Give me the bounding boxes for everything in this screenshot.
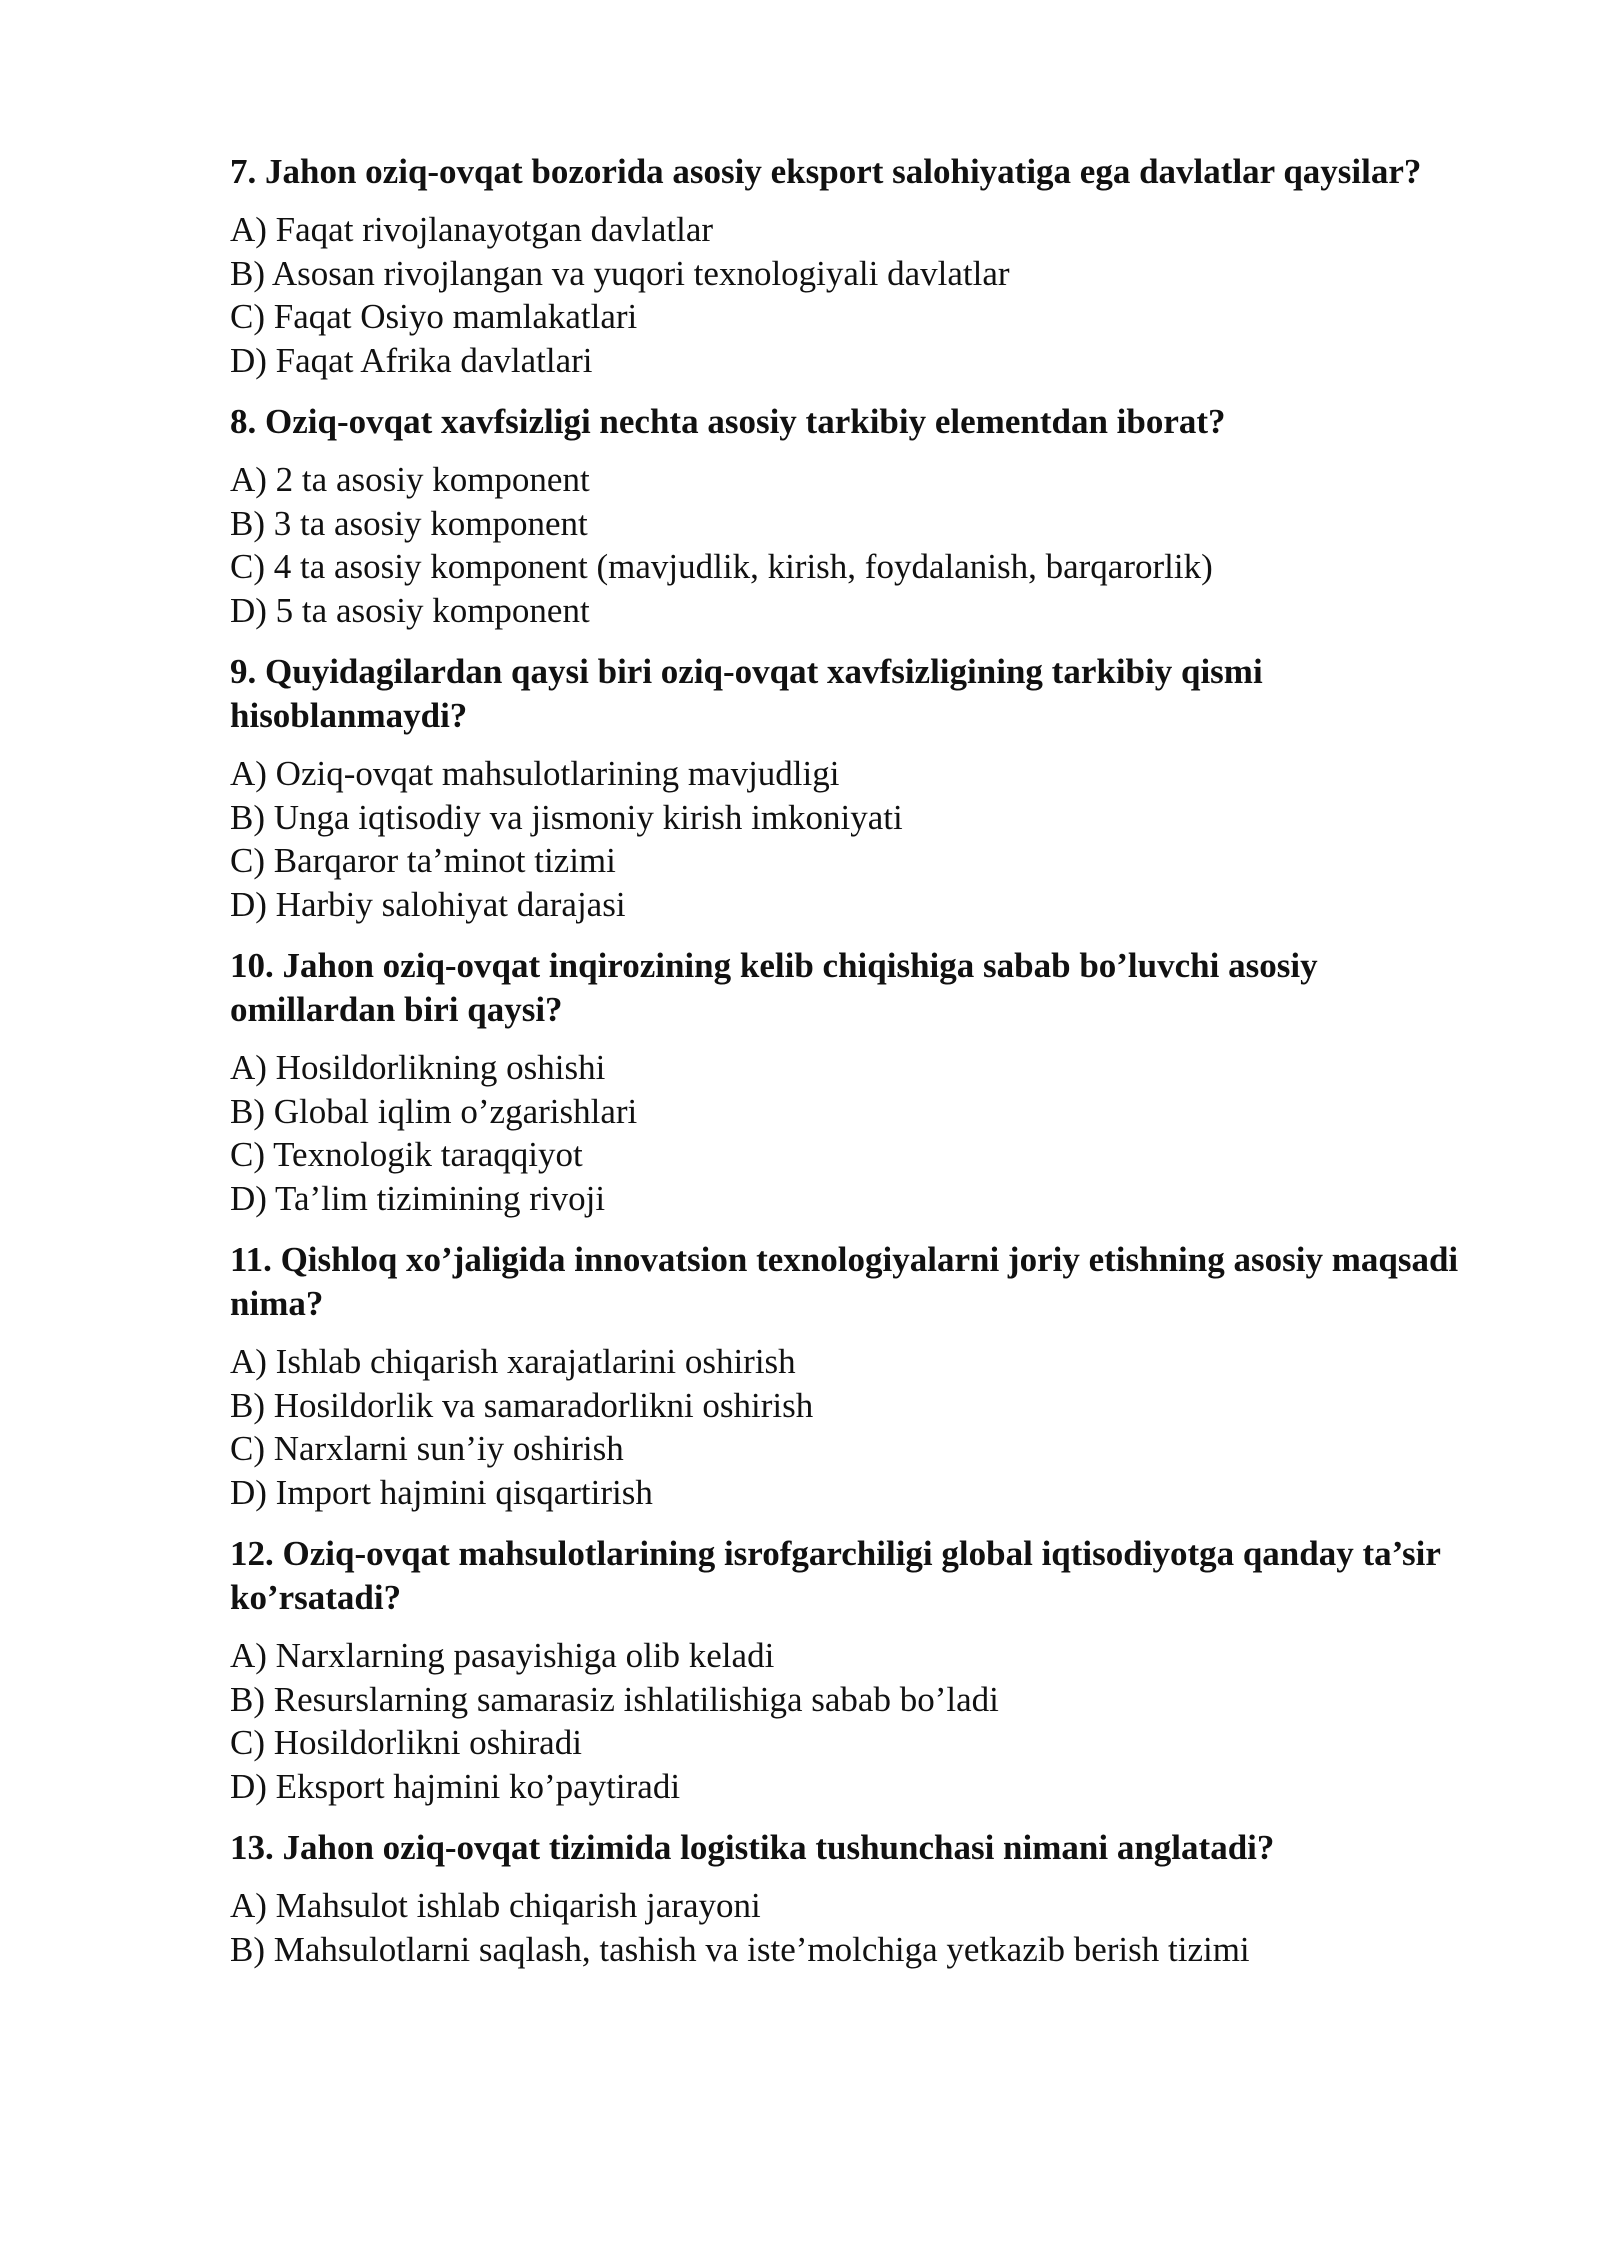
question-11	[230, 1238, 1460, 1514]
answer-option-a: A) Ishlab chiqarish xarajatlarini oshirish	[230, 1342, 796, 1381]
answer-option-b: B) Asosan rivojlangan va yuqori texnologiyali davlatlar	[230, 253, 1010, 293]
answer-option-c: C) Hosildorlikni oshiradi	[230, 1723, 582, 1762]
answer-option-c: C) Narxlarni sun’iy oshirish	[230, 1429, 624, 1468]
answer-option-c: C) Barqaror ta’minot tizimi	[230, 841, 616, 880]
answer-option-c: C) Texnologik taraqqiyot	[230, 1135, 583, 1174]
question-8	[230, 400, 1460, 632]
answer-option-c: C) 4 ta asosiy komponent (mavjudlik, kirish, foydalanish, barqarorlik)	[230, 547, 1213, 586]
answer-option-b: B) Unga iqtisodiy va jismoniy kirish imkoniyati	[230, 797, 903, 837]
answer-option-d: D) Eksport hajmini ko’paytiradi	[230, 1766, 681, 1806]
answer-option-a: A) Oziq-ovqat mahsulotlarining mavjudligi	[230, 754, 840, 793]
question-9	[230, 650, 1460, 926]
answer-option-b: B) Mahsulotlarni saqlash, tashish va iste’molchiga yetkazib berish tizimi	[230, 1929, 1250, 1969]
question-title: 10. Jahon oziq-ovqat inqirozining kelib chiqishiga sabab bo’luvchi asosiy omillardan biri qaysi?	[230, 946, 1318, 1029]
document-page	[230, 150, 1460, 1989]
answer-option-d: D) Faqat Afrika davlatlari	[230, 340, 593, 380]
answer-option-a: A) Faqat rivojlanayotgan davlatlar	[230, 210, 714, 249]
question-title: 13. Jahon oziq-ovqat tizimida logistika tushunchasi nimani anglatadi?	[230, 1828, 1275, 1867]
question-12	[230, 1532, 1460, 1808]
answer-option-b: B) Resurslarning samarasiz ishlatilishiga sabab bo’ladi	[230, 1679, 999, 1719]
question-10	[230, 944, 1460, 1220]
answer-option-c: C) Faqat Osiyo mamlakatlari	[230, 297, 638, 336]
question-title: 7. Jahon oziq-ovqat bozorida asosiy eksport salohiyatiga ega davlatlar qaysilar?	[230, 152, 1422, 191]
answer-option-b: B) Global iqlim o’zgarishlari	[230, 1091, 638, 1131]
question-7	[230, 150, 1460, 382]
answer-option-a: A) Mahsulot ishlab chiqarish jarayoni	[230, 1886, 761, 1925]
question-title: 12. Oziq-ovqat mahsulotlarining isrofgarchiligi global iqtisodiyotga qanday ta’sir ko’rsatadi?	[230, 1534, 1441, 1617]
answer-option-d: D) Harbiy salohiyat darajasi	[230, 884, 626, 924]
question-13	[230, 1826, 1460, 1971]
answer-option-d: D) Ta’lim tizimining rivoji	[230, 1178, 606, 1218]
answer-option-b: B) Hosildorlik va samaradorlikni oshirish	[230, 1385, 814, 1425]
answer-option-a: A) 2 ta asosiy komponent	[230, 460, 590, 499]
answer-option-a: A) Hosildorlikning oshishi	[230, 1048, 606, 1087]
answer-option-d: D) Import hajmini qisqartirish	[230, 1472, 653, 1512]
question-title: 9. Quyidagilardan qaysi biri oziq-ovqat xavfsizligining tarkibiy qismi hisoblanmaydi?	[230, 652, 1263, 735]
answer-option-a: A) Narxlarning pasayishiga olib keladi	[230, 1636, 775, 1675]
question-title: 11. Qishloq xo’jaligida innovatsion texnologiyalarni joriy etishning asosiy maqsadi nima?	[230, 1240, 1459, 1323]
answer-option-d: D) 5 ta asosiy komponent	[230, 590, 590, 630]
answer-option-b: B) 3 ta asosiy komponent	[230, 503, 588, 543]
question-title: 8. Oziq-ovqat xavfsizligi nechta asosiy tarkibiy elementdan iborat?	[230, 402, 1226, 441]
